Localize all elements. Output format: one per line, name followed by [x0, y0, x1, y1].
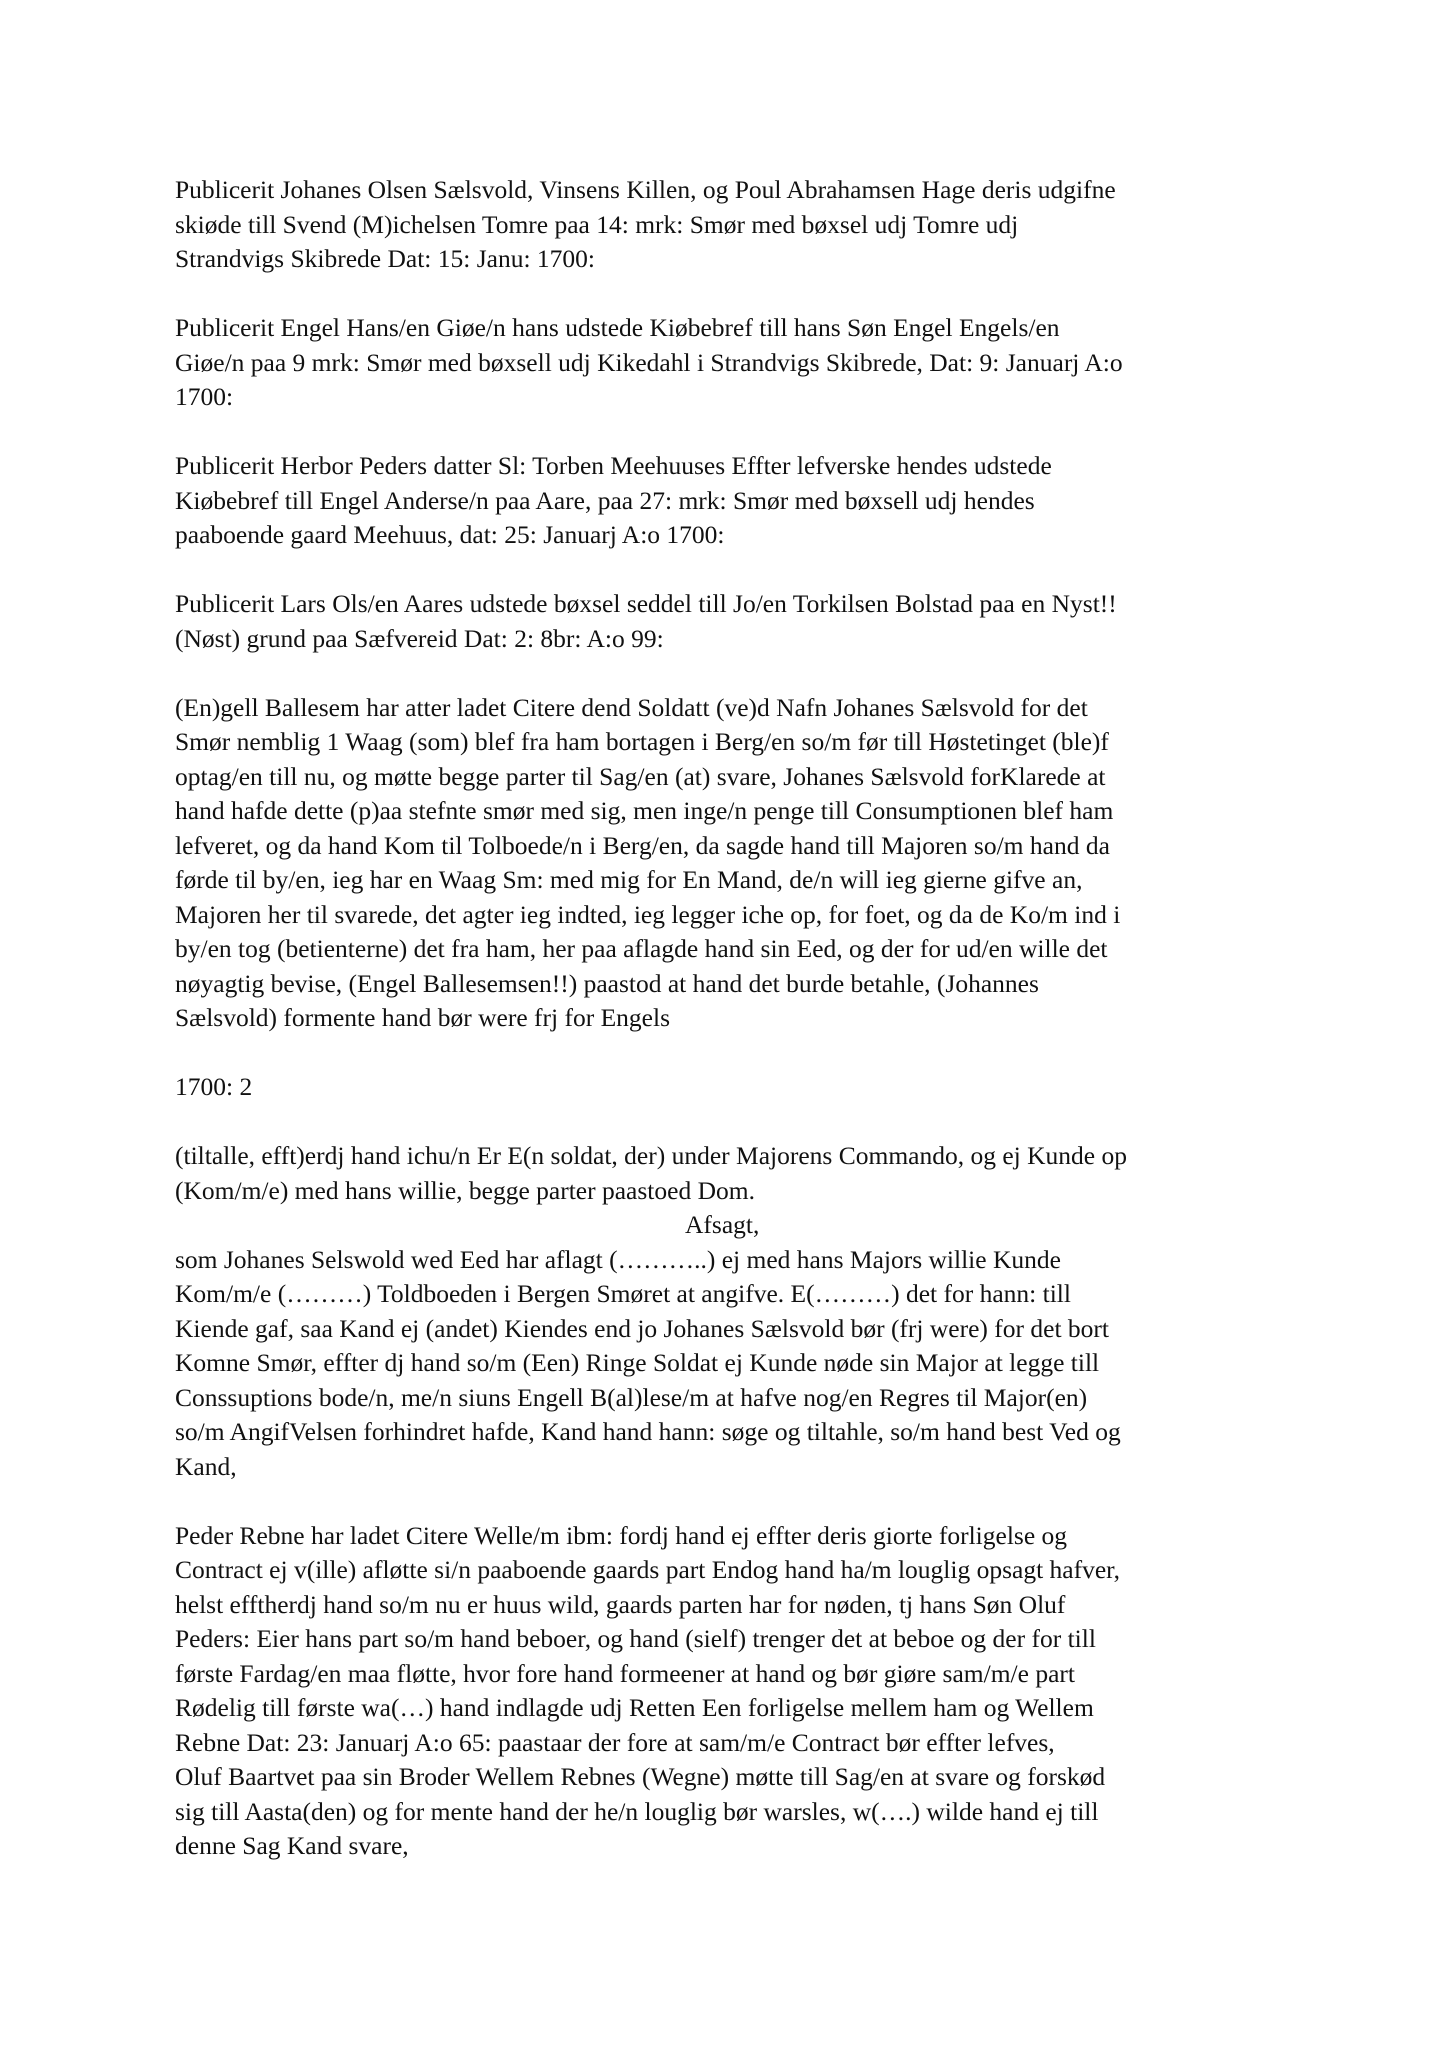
verdict-paragraph: som Johanes Selswold wed Eed har aflagt (………..) ej med hans Majors willie Kunde Kom/m/e (………) Toldboeden i Bergen Smøret at angifve. E(………) det for hann: till Kiende gaf, saa Kand ej (andet) Kiendes end jo Johanes Sælsvold bør (frj were) for det bort Komne Smør, effter dj hand so/m (Een) Ringe Soldat ej Kunde nøde sin Major at legge till Conssuptions bode/n, me/n siuns Engell B(al)lese/m at hafve nog/en Regres til Major(en) so/m AngifVelsen forhindret hafde, Kand hand hann: søge og tiltahle, so/m hand best Ved og Kand,: [175, 1244, 1121, 1481]
paragraph-3: Publicerit Herbor Peders datter Sl: Torben Meehuuses Effter lefverske hendes udstede Kiøbebref till Engel Anderse/n paa Aare, paa 27: mrk: Smør med bøxsell udj hendes paaboende gaard Meehuus, dat: 25: Januarj A:o 1700:: [175, 451, 1052, 549]
page-marker: 1700: 2: [175, 1072, 253, 1101]
paragraph-5: (En)gell Ballesem har atter ladet Citere dend Soldatt (ve)d Nafn Johanes Sælsvold for det Smør nemblig 1 Waag (som) blef fra ham bortagen i Berg/en so/m før till Høstetinget (ble)f optag/en till nu, og møtte begge parter til Sag/en (at) svare, Johanes Sælsvold forKlarede at hand hafde dette (p)aa stefnte smør med sig, men inge/n penge till Consumptionen blef ham lefveret, og da hand Kom til Tolboede/n i Berg/en, da sagde hand till Majoren so/m hand da førde til by/en, ieg har en Waag Sm: med mig for En Mand, de/n will ieg gierne gifve an, Majoren her til svarede, det agter ieg indted, ieg legger iche op, for foet, og da de Ko/m ind i by/en tog (betienterne) det fra ham, her paa aflagde hand sin Eed, og der for ud/en wille det nøyagtig bevise, (Engel Ballesemsen!!) paastod at hand det burde betahle, (Johannes Sælsvold) formente hand bør were frj for Engels: [175, 692, 1121, 1032]
paragraph-2: Publicerit Engel Hans/en Giøe/n hans udstede Kiøbebref till hans Søn Engel Engels/en Giøe/n paa 9 mrk: Smør med bøxsell udj Kikedahl i Strandvigs Skibrede, Dat: 9: Januarj A:o 1700:: [175, 313, 1123, 411]
paragraph-1: Publicerit Johanes Olsen Sælsvold, Vinsens Killen, og Poul Abrahamsen Hage deris udgifne skiøde till Svend (M)ichelsen Tomre paa 14: mrk: Smør med bøxsel udj Tomre udj Strandvigs Skibrede Dat: 15: Janu: 1700:: [175, 175, 1116, 273]
continuation-paragraph: (tiltalle, efft)erdj hand ichu/n Er E(n soldat, der) under Majorens Commando, og ej Kunde op (Kom/m/e) med hans willie, begge parter paastoed Dom.: [175, 1141, 1127, 1205]
final-paragraph: Peder Rebne har ladet Citere Welle/m ibm: fordj hand ej effter deris giorte forligelse og Contract ej v(ille) afløtte si/n paaboende gaards part Endog hand ha/m louglig opsagt hafver, helst efftherdj hand so/m nu er huus wild, gaards parten har for nøden, tj hans Søn Oluf Peders: Eier hans part so/m hand beboer, og hand (sielf) trenger det at beboe og der for till første Fardag/en maa fløtte, hvor fore hand formeener at hand og bør giøre sam/m/e part Rødelig till første wa(…) hand indlagde udj Retten Een forligelse mellem ham og Wellem Rebne Dat: 23: Januarj A:o 65: paastaar der fore at sam/m/e Contract bør effter lefves, Oluf Baartvet paa sin Broder Wellem Rebnes (Wegne) møtte till Sag/en at svare og forskød sig till Aasta(den) og for mente hand der he/n louglig bør warsles, w(….) wilde hand ej till denne Sag Kand svare,: [175, 1520, 1121, 1860]
paragraph-4: Publicerit Lars Ols/en Aares udstede bøxsel seddel till Jo/en Torkilsen Bolstad paa en Nyst!! (Nøst) grund paa Sæfvereid Dat: 2: 8br: A:o 99:: [175, 589, 1117, 653]
verdict-heading: Afsagt,: [685, 1210, 760, 1239]
document-page: [175, 173, 1315, 1898]
